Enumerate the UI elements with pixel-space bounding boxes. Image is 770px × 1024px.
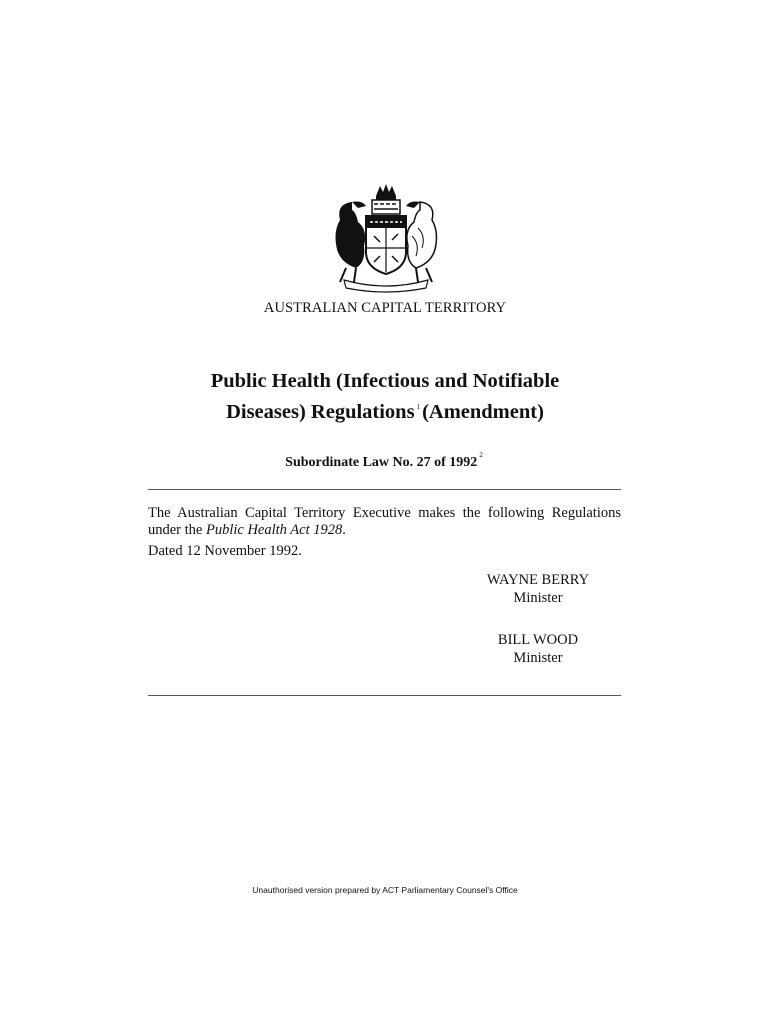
footer-note: Unauthorised version prepared by ACT Parliamentary Counsel's Office [252, 885, 518, 895]
dated-line: Dated 12 November 1992. [148, 543, 302, 559]
regulation-title [0, 368, 770, 425]
title-line-2-main: Diseases) Regulations [226, 401, 415, 423]
title-line-2 [0, 394, 770, 425]
signatory-1 [468, 571, 608, 607]
signatory-1-name: WAYNE BERRY [486, 572, 590, 588]
signatory-2-role: Minister [513, 650, 563, 666]
signatory-2 [468, 631, 608, 667]
act-name: Public Health Act 1928 [205, 522, 343, 538]
enactment-clause [148, 505, 621, 539]
title-line-1: Public Health (Infectious and Notifiable [210, 370, 560, 392]
title-line-2-end: (Amendment) [422, 401, 544, 423]
territory-name: AUSTRALIAN CAPITAL TERRITORY [263, 300, 507, 316]
enactment-text: The Australian Capital Territory Executive makes the following Regulations under the [148, 505, 621, 538]
signatory-2-name: BILL WOOD [497, 632, 579, 648]
signatory-1-role: Minister [513, 590, 563, 606]
enactment-period: . [342, 522, 346, 538]
subordinate-law-number [0, 451, 770, 471]
top-divider [148, 489, 621, 490]
subordinate-law-text: Subordinate Law No. 27 of 1992 [285, 455, 478, 470]
bottom-divider [148, 695, 621, 696]
act-coat-of-arms-icon [322, 182, 450, 294]
title-footnote-ref[interactable]: 1 [416, 403, 421, 411]
subordinate-law-footnote-ref[interactable]: 2 [479, 451, 483, 459]
